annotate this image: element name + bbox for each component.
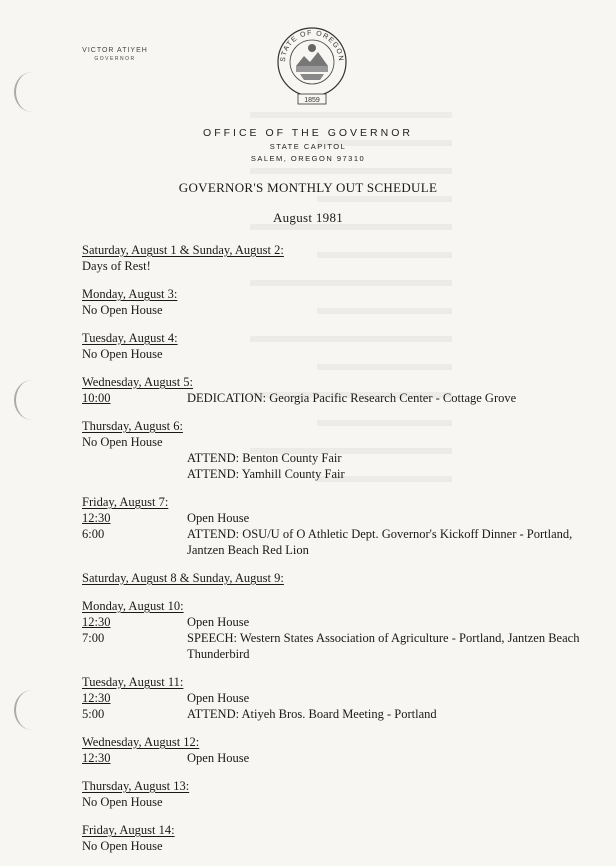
schedule-line xyxy=(82,258,582,274)
event-text: ATTEND: Benton County Fair xyxy=(187,451,342,465)
event-time xyxy=(82,466,187,482)
day-heading: Saturday, August 1 & Sunday, August 2: xyxy=(82,243,284,257)
day-heading: Thursday, August 13: xyxy=(82,779,190,793)
event-time: 6:00 xyxy=(82,527,105,541)
schedule-day xyxy=(82,822,582,854)
schedule-line xyxy=(82,466,582,482)
event-text: Days of Rest! xyxy=(82,259,151,273)
hole-punch-mark xyxy=(14,72,50,112)
schedule-line xyxy=(82,706,582,722)
schedule-line xyxy=(82,794,582,810)
schedule-day xyxy=(82,330,582,362)
schedule-day xyxy=(82,570,582,586)
hole-punch-mark xyxy=(14,380,50,420)
event-time: 12:30 xyxy=(82,615,111,629)
event-text: ATTEND: Yamhill County Fair xyxy=(187,467,345,481)
schedule-line xyxy=(82,346,582,362)
office-city: SALEM, OREGON 97310 xyxy=(250,154,366,163)
schedule-day xyxy=(82,734,582,766)
event-text: SPEECH: Western States Association of Agriculture - Portland, Jantzen Beach Thunderbird xyxy=(187,631,580,661)
day-heading: Wednesday, August 5: xyxy=(82,375,194,389)
svg-text:1859: 1859 xyxy=(304,97,320,104)
day-heading: Monday, August 10: xyxy=(82,599,184,613)
schedule-day xyxy=(82,242,582,274)
schedule-line xyxy=(82,450,582,466)
day-heading: Tuesday, August 11: xyxy=(82,675,184,689)
schedule-line xyxy=(82,838,582,854)
schedule-line xyxy=(82,526,582,558)
event-time xyxy=(82,450,187,466)
schedule-title: GOVERNOR'S MONTHLY OUT SCHEDULE xyxy=(178,180,438,195)
day-heading: Friday, August 7: xyxy=(82,495,169,509)
event-text: No Open House xyxy=(82,303,163,317)
schedule-line xyxy=(82,302,582,318)
schedule-day xyxy=(82,778,582,810)
letterhead-office xyxy=(0,127,616,163)
hole-punch-mark xyxy=(14,690,50,730)
schedule-day xyxy=(82,286,582,318)
schedule-line xyxy=(82,614,582,630)
day-heading: Wednesday, August 12: xyxy=(82,735,200,749)
oregon-state-seal xyxy=(274,22,350,112)
schedule-day xyxy=(82,418,582,482)
schedule-line xyxy=(82,690,582,706)
day-heading: Monday, August 3: xyxy=(82,287,178,301)
event-text: Open House xyxy=(187,751,250,765)
day-heading: Thursday, August 6: xyxy=(82,419,183,433)
day-heading: Friday, August 14: xyxy=(82,823,175,837)
schedule-day xyxy=(82,494,582,558)
event-text: ATTEND: OSU/U of O Athletic Dept. Governor's Kickoff Dinner - Portland, Jantzen Beach Red Lion xyxy=(187,527,573,557)
event-text: ATTEND: Atiyeh Bros. Board Meeting - Portland xyxy=(187,707,437,721)
schedule-day xyxy=(82,674,582,722)
event-text: Open House xyxy=(187,615,250,629)
event-text: No Open House xyxy=(82,839,163,853)
schedule-line xyxy=(82,390,582,406)
governor-name: VICTOR ATIYEH GOVERNOR xyxy=(70,47,160,62)
schedule-day xyxy=(82,598,582,662)
event-text: No Open House xyxy=(82,795,163,809)
event-text: No Open House xyxy=(82,435,163,449)
event-time: 12:30 xyxy=(82,511,111,525)
office-name: OFFICE OF THE GOVERNOR xyxy=(203,127,413,139)
day-heading: Saturday, August 8 & Sunday, August 9: xyxy=(82,571,284,585)
svg-text:STATE OF OREGON: STATE OF OREGON xyxy=(279,29,345,63)
event-text: Open House xyxy=(187,511,250,525)
governor-title: GOVERNOR xyxy=(94,56,136,62)
event-time: 7:00 xyxy=(82,631,105,645)
day-heading: Tuesday, August 4: xyxy=(82,331,178,345)
office-building: STATE CAPITOL xyxy=(269,142,347,151)
event-text: No Open House xyxy=(82,347,163,361)
schedule-month: August 1981 xyxy=(272,210,344,225)
schedule-list xyxy=(82,242,582,866)
schedule-line xyxy=(82,510,582,526)
schedule-line xyxy=(82,750,582,766)
event-time: 5:00 xyxy=(82,707,105,721)
event-time: 12:30 xyxy=(82,691,111,705)
event-time: 12:30 xyxy=(82,751,111,765)
schedule-line xyxy=(82,434,582,450)
event-time: 10:00 xyxy=(82,391,111,405)
schedule-line xyxy=(82,630,582,662)
event-text: Open House xyxy=(187,691,250,705)
schedule-day xyxy=(82,374,582,406)
event-text: DEDICATION: Georgia Pacific Research Center - Cottage Grove xyxy=(187,391,517,405)
